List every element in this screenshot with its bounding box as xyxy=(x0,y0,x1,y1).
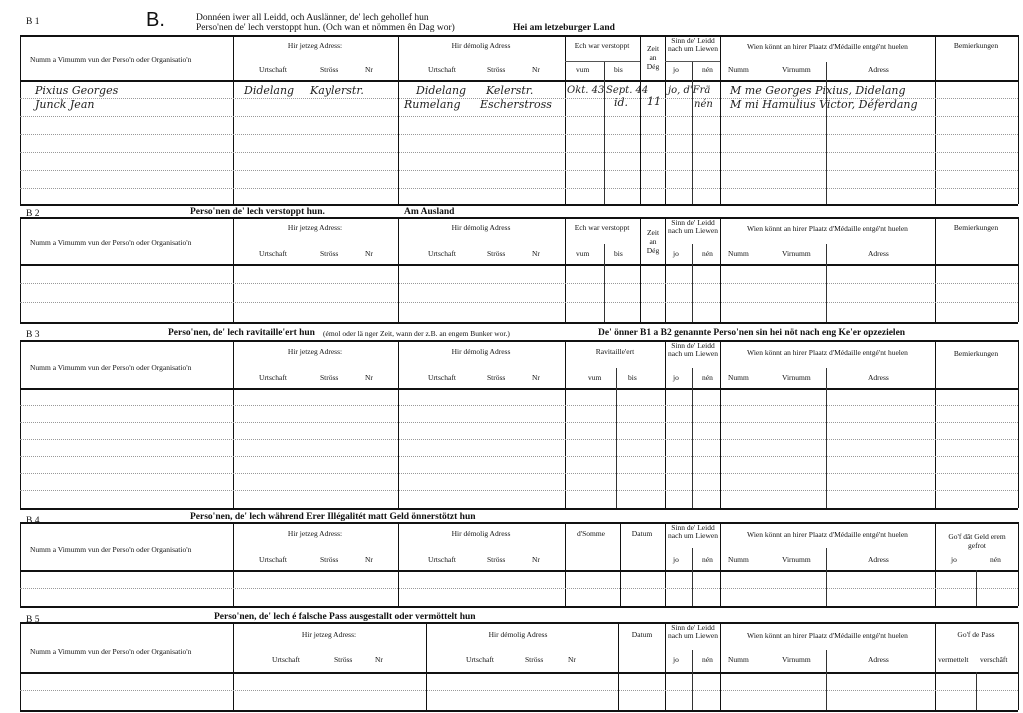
entry-cur-town: Didelang xyxy=(244,84,295,97)
b2-col-from: vum xyxy=(576,249,590,258)
b3-col-town: Urtschaft xyxy=(259,373,287,382)
b3-col-town-2: Urtschaft xyxy=(428,373,456,382)
b1-bottom-rule xyxy=(20,204,1018,206)
section-code-b1: B 1 xyxy=(26,17,40,27)
b4-col-former-addr: Hir démolig Adress xyxy=(451,529,511,538)
header-location: Hei am letzeburger Land xyxy=(513,23,615,33)
b4-col-name: Numm a Vimumm vun der Perso'n oder Organisatio'n xyxy=(30,545,192,554)
b4-col-current-addr: Hir jetzeg Adress: xyxy=(287,529,343,538)
entry-to: Sept. 44 xyxy=(606,85,649,96)
b5-col-no: nén xyxy=(702,655,713,664)
b2-col-medal-first: Virnumm xyxy=(782,249,811,258)
b1-col-nr: Nr xyxy=(365,65,373,74)
section-title-b3: Perso'nen, de' lech ravitaille'ert hun xyxy=(168,328,315,338)
b2-col-former-addr: Hir démolig Adress xyxy=(451,223,511,232)
section-title-b2: Perso'nen de' lech verstoppt hun. xyxy=(190,207,325,217)
b3-col-nr: Nr xyxy=(365,373,373,382)
b5-col-date: Datum xyxy=(631,630,653,639)
b3-col-name: Numm a Vimumm vun der Perso'n oder Organisatio'n xyxy=(30,363,192,372)
b2-col-medal: Wien könnt an hirer Plaatz d'Médaille entgé'nt huelen xyxy=(747,224,908,233)
b3-col-former-addr: Hir démolig Adress xyxy=(451,347,511,356)
b4-col-medal: Wien könnt an hirer Plaatz d'Médaille entgé'nt huelen xyxy=(747,530,908,539)
section-code-b2: B 2 xyxy=(26,209,40,219)
b4-col-money-q: Go'f dât Geld erem gefrot xyxy=(948,532,1006,550)
entry-alive: jo, d'Frä xyxy=(668,85,711,96)
b3-col-supplied: Ravitaille'ert xyxy=(595,347,635,356)
entry-old-street: Escherstross xyxy=(480,98,552,111)
entry-cur-street: Kaylerstr. xyxy=(310,84,364,97)
b2-col-nr: Nr xyxy=(365,249,373,258)
b2-col-no: nén xyxy=(702,249,713,258)
section-note-b3: (émol oder lä nger Zeit, wann der z.B. an engem Bunker wor.) xyxy=(323,329,510,338)
b2-col-name: Numm a Vimumm vun der Perso'n oder Organisatio'n xyxy=(30,238,192,247)
b4-col-nr: Nr xyxy=(365,555,373,564)
b2-col-town-2: Urtschaft xyxy=(428,249,456,258)
section-note2-b3: De' önner B1 a B2 genannte Perso'nen sin hei nöt nach eng Ke'er opzezielen xyxy=(598,328,906,338)
b2-col-street: Ströss xyxy=(320,249,339,258)
b5-col-medal: Wien könnt an hirer Plaatz d'Médaille entgé'nt huelen xyxy=(747,631,908,640)
b1-col-medal-addr: Adress xyxy=(868,65,889,74)
b5-col-medal-addr: Adress xyxy=(868,655,889,664)
b2-col-to: bis xyxy=(614,249,623,258)
b5-col-nr-2: Nr xyxy=(568,655,576,664)
section-code-b5: B 5 xyxy=(26,615,40,625)
b1-col-yes: jo xyxy=(673,65,679,74)
entry-alive: nén xyxy=(694,99,713,110)
b2-col-alive: Sinn de' Leidd nach um Liewen xyxy=(668,218,718,235)
b4-col-medal-addr: Adress xyxy=(868,555,889,564)
b5-col-pass-a: vermettelt xyxy=(938,655,969,664)
b1-col-medal-first: Virnumm xyxy=(782,65,811,74)
b3-col-street-2: Ströss xyxy=(487,373,506,382)
entry-old-street: Kelerstr. xyxy=(486,84,534,97)
b5-col-pass-q: Go'f de Pass xyxy=(957,630,995,639)
b4-col-alive: Sinn de' Leidd nach um Liewen xyxy=(668,523,718,540)
b4-col-medal-first: Virnumm xyxy=(782,555,811,564)
b3-col-medal: Wien könnt an hirer Plaatz d'Médaille entgé'nt huelen xyxy=(747,348,908,357)
section-location-b2: Am Ausland xyxy=(404,207,455,217)
b3-col-medal-addr: Adress xyxy=(868,373,889,382)
entry-old-town: Didelang xyxy=(416,84,467,97)
b1-col-to: bis xyxy=(614,65,623,74)
section-title-b5: Perso'nen, de' lech é falsche Pass ausgestallt oder vermöttelt hun xyxy=(214,612,476,622)
section-code-b4: B 4 xyxy=(26,516,40,526)
entry-name: Junck Jean xyxy=(35,98,95,111)
b4-col-sum: d'Somme xyxy=(576,529,606,538)
b3-col-medal-name: Numm xyxy=(728,373,749,382)
b1-col-name: Numm a Vimumm vun der Perso'n oder Organisatio'n xyxy=(30,55,192,64)
section-code-b3: B 3 xyxy=(26,330,40,340)
b4-col-street-2: Ströss xyxy=(487,555,506,564)
b4-col-money-yes: jo xyxy=(951,555,957,564)
b1-col-current-addr: Hir jetzeg Adress: xyxy=(287,41,343,50)
b1-col-former-addr: Hir démolig Adress xyxy=(451,41,511,50)
b3-col-medal-first: Virnumm xyxy=(782,373,811,382)
b3-col-remarks: Bemierkungen xyxy=(953,349,999,358)
b2-col-yes: jo xyxy=(673,249,679,258)
form-letter: B. xyxy=(146,9,165,31)
b4-col-street: Ströss xyxy=(320,555,339,564)
b1-col-town: Urtschaft xyxy=(259,65,287,74)
b2-col-town: Urtschaft xyxy=(259,249,287,258)
b5-col-pass-b: verschâft xyxy=(980,655,1008,664)
b5-col-medal-first: Virnumm xyxy=(782,655,811,664)
b1-col-from: vum xyxy=(576,65,590,74)
b1-top-rule xyxy=(20,35,1018,37)
header-line-1: Donnéen iwer all Leidd, och Auslänner, de' lech gehollef hun xyxy=(196,13,429,23)
b5-col-nr: Nr xyxy=(375,655,383,664)
entry-name: Pixius Georges xyxy=(35,84,119,97)
entry-from: Okt. 43 xyxy=(567,85,605,96)
b2-col-days: Zeit an Dég xyxy=(646,228,660,255)
b1-header-rule xyxy=(20,80,1018,82)
b2-col-current-addr: Hir jetzeg Adress: xyxy=(287,223,343,232)
b3-col-yes: jo xyxy=(673,373,679,382)
entry-days: 11 xyxy=(647,95,661,108)
b4-col-nr-2: Nr xyxy=(532,555,540,564)
b2-col-medal-name: Numm xyxy=(728,249,749,258)
entry-to: id. xyxy=(614,96,629,109)
b2-col-nr-2: Nr xyxy=(532,249,540,258)
b5-col-street-2: Ströss xyxy=(525,655,544,664)
b3-col-current-addr: Hir jetzeg Adress: xyxy=(287,347,343,356)
b5-col-town-2: Urtschaft xyxy=(466,655,494,664)
b5-col-alive: Sinn de' Leidd nach um Liewen xyxy=(668,623,718,640)
b1-col-medal: Wien könnt an hirer Plaatz d'Médaille entgé'nt huelen xyxy=(747,42,908,51)
entry-medal: M mi Hamulius Victor, Déferdang xyxy=(730,98,918,111)
b4-col-yes: jo xyxy=(673,555,679,564)
header-line-2: Perso'nen de' lech verstoppt hun. (Och wan et nömmen ên Dag wor) xyxy=(196,23,455,33)
b5-col-current-addr: Hir jetzeg Adress: xyxy=(301,630,357,639)
b5-col-yes: jo xyxy=(673,655,679,664)
b2-col-street-2: Ströss xyxy=(487,249,506,258)
b1-col-hidden: Ech war verstoppt xyxy=(574,41,630,50)
b5-col-street: Ströss xyxy=(334,655,353,664)
b4-col-town-2: Urtschaft xyxy=(428,555,456,564)
b1-col-medal-name: Numm xyxy=(728,65,749,74)
b4-col-money-no: nén xyxy=(990,555,1001,564)
b4-col-town: Urtschaft xyxy=(259,555,287,564)
b4-col-date: Datum xyxy=(631,529,653,538)
b4-col-no: nén xyxy=(702,555,713,564)
section-title-b4: Perso'nen, de' lech während Erer Illégalitét matt Geld önnerstötzt hun xyxy=(190,512,476,522)
entry-medal: M me Georges Pixius, Didelang xyxy=(730,84,906,97)
b1-col-nr-2: Nr xyxy=(532,65,540,74)
b4-col-medal-name: Numm xyxy=(728,555,749,564)
b3-col-nr-2: Nr xyxy=(532,373,540,382)
b1-col-days: Zeit an Dég xyxy=(646,44,660,71)
b1-col-remarks: Bemierkungen xyxy=(953,41,999,50)
b1-col-no: nén xyxy=(702,65,713,74)
b2-col-remarks: Bemierkungen xyxy=(953,223,999,232)
b3-col-alive: Sinn de' Leidd nach um Liewen xyxy=(668,341,718,358)
b3-col-no: nén xyxy=(702,373,713,382)
b1-col-alive: Sinn de' Leidd nach um Liewen xyxy=(668,36,718,53)
entry-old-town: Rumelang xyxy=(404,98,461,111)
b3-col-from: vum xyxy=(588,373,602,382)
b5-col-former-addr: Hir démolig Adress xyxy=(488,630,548,639)
b5-col-name: Numm a Vimumm vun der Perso'n oder Organisatio'n xyxy=(30,647,192,656)
b5-col-medal-name: Numm xyxy=(728,655,749,664)
b1-col-street: Ströss xyxy=(320,65,339,74)
b3-col-to: bis xyxy=(628,373,637,382)
b2-col-medal-addr: Adress xyxy=(868,249,889,258)
b1-col-street-2: Ströss xyxy=(487,65,506,74)
b5-col-town: Urtschaft xyxy=(272,655,300,664)
b3-col-street: Ströss xyxy=(320,373,339,382)
b1-col-town-2: Urtschaft xyxy=(428,65,456,74)
b2-col-hidden: Ech war verstoppt xyxy=(574,223,630,232)
